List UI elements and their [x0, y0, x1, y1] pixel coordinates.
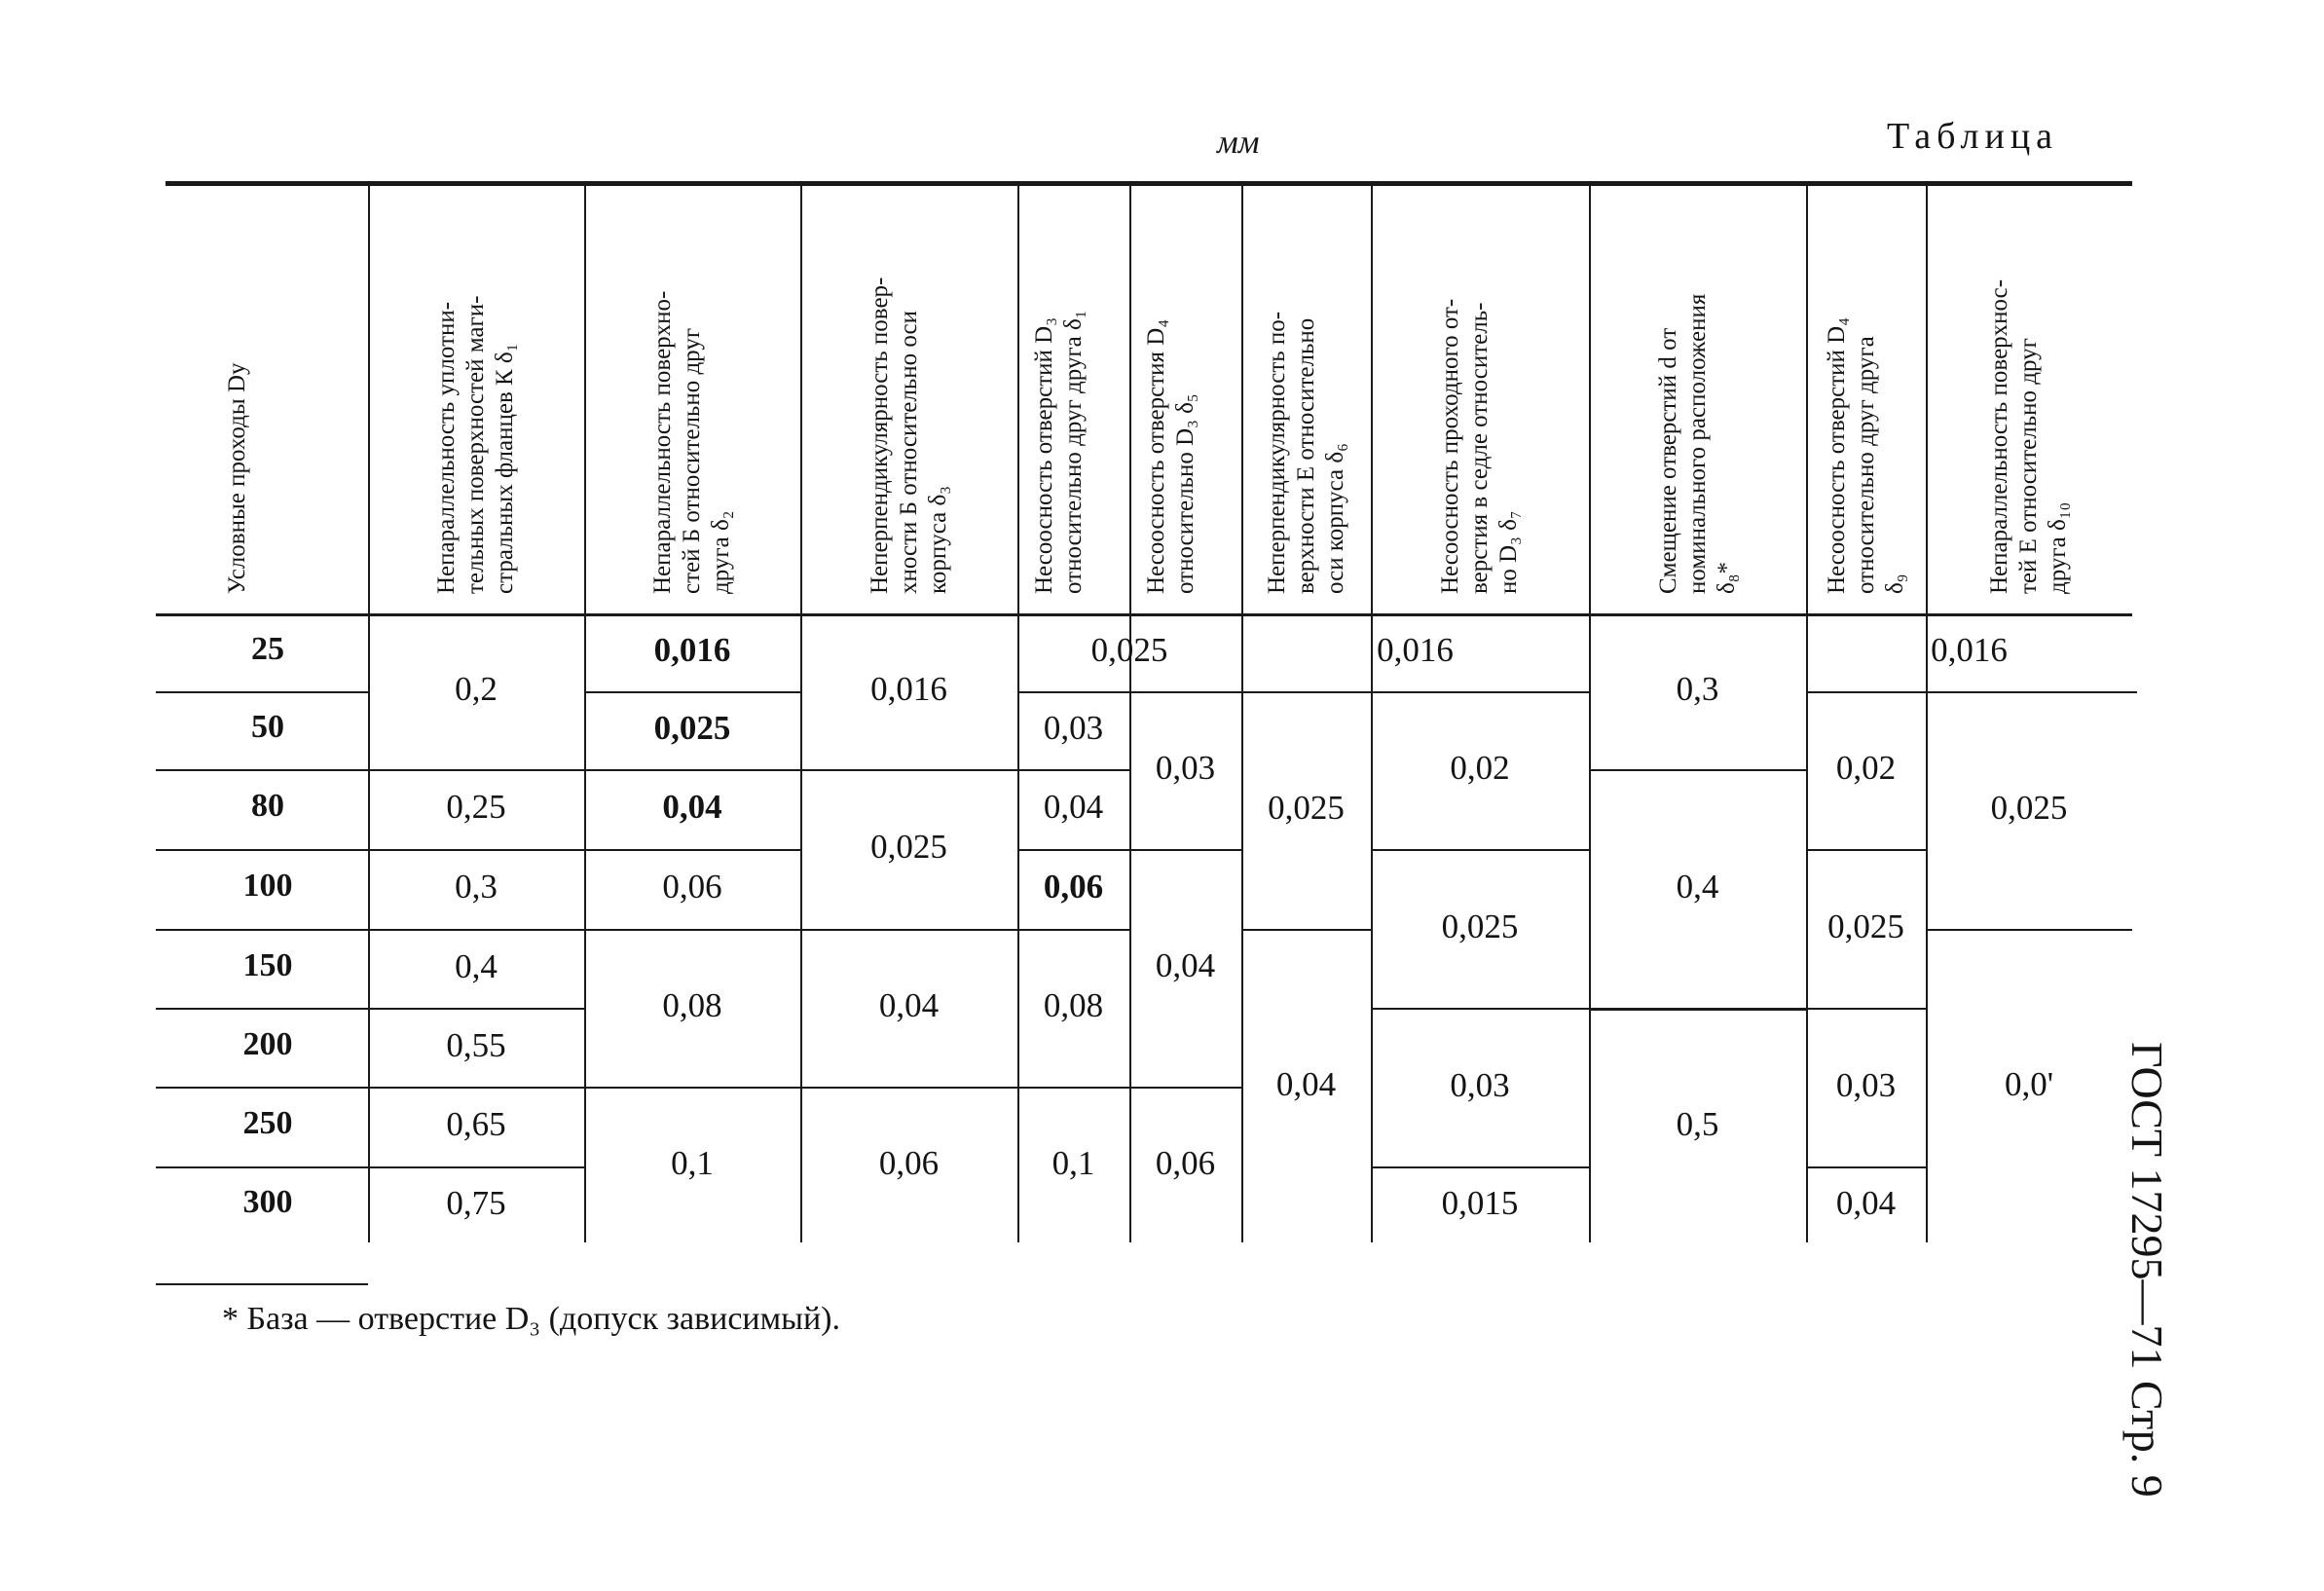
- row-rule: [1371, 849, 1589, 851]
- cell-delta5: 0,06: [1155, 1144, 1216, 1182]
- table-title: Таблица: [1887, 116, 2059, 157]
- row-rule: [584, 691, 800, 693]
- row-rule: [800, 1087, 1017, 1089]
- column-header: Неперпендикулярность повер- хности Б относительно оси корпуса δ₃: [866, 277, 951, 594]
- column-header: Несоосность отверстий D₄ относительно друг друга δ₉: [1823, 317, 1908, 594]
- row-rule: [156, 1166, 368, 1168]
- column-separator: [1129, 181, 1131, 1242]
- page-side-label: ГОСТ 17295—71 Стр. 9: [2122, 1042, 2172, 1498]
- row-rule: [156, 929, 368, 931]
- cell-delta1: 0,3: [455, 868, 498, 906]
- column-separator: [800, 181, 802, 1242]
- row-rule: [156, 769, 368, 771]
- row-rule: [1129, 1087, 1241, 1089]
- row-rule: [1017, 691, 1241, 693]
- cell-delta6: 0,04: [1275, 1065, 1337, 1103]
- cell-delta9-10-merged: 0,016: [1931, 631, 2008, 669]
- cell-delta2: 0,06: [662, 868, 722, 906]
- cell-delta9: 0,03: [1835, 1065, 1897, 1104]
- row-rule: [584, 849, 800, 851]
- row-rule: [156, 691, 368, 693]
- cell-delta9: 0,025: [1827, 906, 1904, 945]
- cell-delta6-7-merged: 0,016: [1377, 631, 1454, 669]
- column-header: Смещение отверстий d от номинального расположения δ₈*: [1654, 293, 1740, 594]
- row-rule: [156, 1087, 368, 1089]
- column-header: Несоосность отверстий D₃ относительно друг друга δ₁: [1030, 310, 1087, 594]
- cell-delta4-5-merged: 0,025: [1090, 631, 1168, 669]
- row-rule: [156, 1008, 368, 1010]
- row-rule: [368, 929, 584, 931]
- row-rule: [1806, 1166, 1926, 1168]
- cell-delta8: 0,3: [1676, 670, 1719, 708]
- row-rule: [584, 929, 800, 931]
- cell-delta7: 0,015: [1441, 1184, 1519, 1222]
- unit-label: мм: [1217, 125, 1260, 161]
- column-separator: [1589, 181, 1591, 1242]
- row-rule: [1806, 691, 2137, 693]
- cell-delta2: 0,025: [653, 709, 731, 747]
- column-header: Несоосность отверстия D₄ относительно D₃ δ₅: [1142, 318, 1199, 594]
- row-rule: [800, 929, 1017, 931]
- row-rule: [368, 1087, 584, 1089]
- cell-delta1: 0,65: [446, 1105, 506, 1143]
- row-rule: [1371, 1008, 1589, 1010]
- row-rule: [1241, 691, 1589, 693]
- row-rule: [1926, 929, 2132, 931]
- cell-delta3: 0,016: [870, 670, 947, 708]
- cell-delta1: 0,75: [446, 1184, 506, 1222]
- row-rule: [1806, 849, 1926, 851]
- cell-delta4: 0,06: [1043, 868, 1104, 906]
- row-rule: [1017, 769, 1129, 771]
- row-rule: [1017, 929, 1129, 931]
- column-header: Несоосность проходного от- верстия в седле относитель- но D₃ δ₇: [1437, 298, 1522, 594]
- cell-delta1: 0,25: [446, 788, 506, 826]
- cell-delta9: 0,02: [1835, 749, 1897, 787]
- column-header: Непараллельность поверхнос- тей Е относительно друг друга δ₁₀: [1986, 278, 2071, 594]
- cell-delta10: 0,025: [1990, 789, 2068, 827]
- column-header: Условные проходы Dу: [224, 362, 250, 594]
- row-label-dy: 25: [251, 631, 284, 667]
- cell-delta5: 0,03: [1155, 749, 1216, 787]
- cell-delta5: 0,04: [1155, 946, 1216, 984]
- row-rule: [368, 1166, 584, 1168]
- cell-delta8: 0,5: [1676, 1104, 1719, 1143]
- cell-delta2: 0,08: [662, 986, 722, 1024]
- header-bottom-rule: [156, 613, 2132, 616]
- row-rule: [1241, 929, 1371, 931]
- cell-delta1: 0,4: [455, 946, 498, 985]
- row-label-dy: 50: [251, 709, 284, 745]
- cell-delta3: 0,06: [878, 1144, 940, 1182]
- cell-delta9: 0,04: [1835, 1184, 1897, 1222]
- row-rule: [584, 769, 800, 771]
- cell-delta3: 0,025: [870, 828, 947, 866]
- column-header: Непараллельность поверхно- стей Б относительно друг друга δ₂: [649, 290, 734, 594]
- cell-delta10: 0,0': [2004, 1065, 2054, 1103]
- row-rule: [800, 769, 1017, 771]
- cell-delta8: 0,4: [1676, 867, 1719, 906]
- cell-delta4: 0,1: [1051, 1144, 1095, 1182]
- cell-delta4: 0,03: [1043, 709, 1104, 747]
- row-rule: [1589, 769, 1806, 771]
- footnote-rule: [156, 1283, 368, 1285]
- footnote: * База — отверстие D₃ (допуск зависимый).: [222, 1301, 840, 1337]
- cell-delta7: 0,02: [1450, 749, 1510, 787]
- cell-delta4: 0,04: [1043, 788, 1104, 826]
- cell-delta2: 0,04: [662, 788, 722, 826]
- row-rule: [156, 849, 368, 851]
- row-rule: [368, 849, 584, 851]
- row-label-dy: 200: [242, 1025, 293, 1062]
- row-label-dy: 250: [242, 1105, 293, 1141]
- row-label-dy: 150: [242, 946, 293, 983]
- row-label-dy: 100: [242, 868, 293, 904]
- row-rule: [368, 769, 584, 771]
- column-header: Неперпендикулярность по- верхности Е относительно оси корпуса δ₆: [1263, 311, 1348, 594]
- row-rule: [584, 1087, 800, 1089]
- row-rule: [1806, 1008, 1926, 1010]
- row-label-dy: 80: [251, 788, 284, 824]
- cell-delta1: 0,55: [446, 1025, 506, 1064]
- row-rule: [368, 1008, 584, 1010]
- cell-delta7: 0,03: [1450, 1065, 1510, 1104]
- cell-delta2: 0,016: [653, 631, 731, 669]
- cell-delta7: 0,025: [1441, 906, 1519, 945]
- row-rule: [1129, 849, 1241, 851]
- cell-delta6: 0,025: [1268, 789, 1345, 827]
- row-rule: [1371, 1166, 1589, 1168]
- row-label-dy: 300: [242, 1184, 293, 1220]
- column-header: Непараллельность уплотни- тельных поверхностей маги- стральных фланцев К δ₁: [433, 295, 518, 594]
- row-rule: [1017, 1087, 1129, 1089]
- cell-delta3: 0,04: [878, 986, 940, 1024]
- row-rule: [1589, 1008, 1806, 1011]
- row-rule: [1017, 849, 1129, 851]
- cell-delta1: 0,2: [455, 670, 498, 708]
- cell-delta2: 0,1: [671, 1144, 714, 1182]
- cell-delta4: 0,08: [1043, 986, 1104, 1024]
